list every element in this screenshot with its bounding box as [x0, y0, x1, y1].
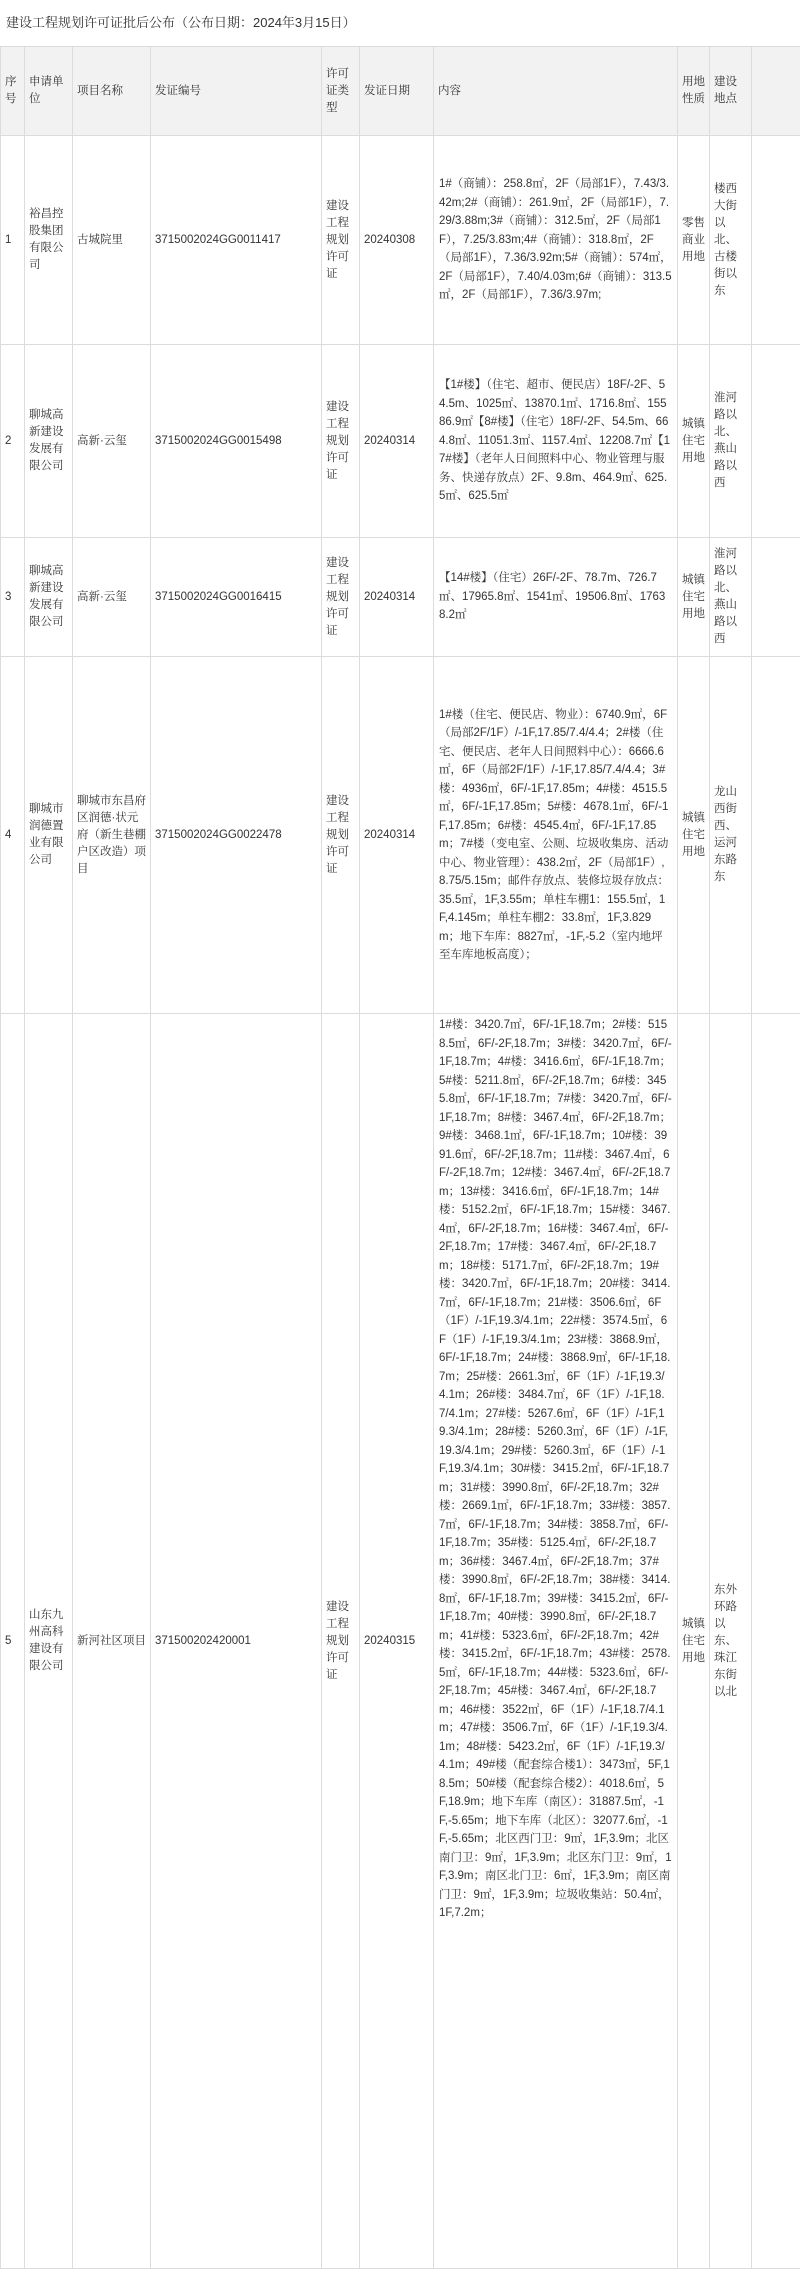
cell-location: 楼西大街以北、古楼街以东 — [710, 136, 752, 345]
cell-content: 1#楼（住宅、便民店、物业）：6740.9㎡，6F（局部2F/1F）/-1F,17.85/7.4/4.4；2#楼（住宅、便民店、老年人日间照料中心）：6666.6㎡，6F（局部2F/1F）/-1F,17.85/7.4/4.4；3#楼：4936㎡，6F/-1F,17.85m；4#楼：4515.5㎡，6F/-1F,17.85m；5#楼：4678.1㎡，6F/-1F,17.85m；6#楼：4545.4㎡，6F/-1F,17.85m；7#楼（变电室、公厕、垃圾收集房、活动中心、物业管理）：438.2㎡，2F（局部1F）,8.75/5.15m；邮件存放点、装修垃圾存放点：35.5㎡，1F,3.55m；单柱车棚1：155.5㎡，1F,4.145m；单柱车棚2：33.8㎡，1F,3.829m；地下车库：8827㎡，-1F,-5.2（室内地坪至车库地板高度）； — [434, 657, 678, 1014]
table-row — [1, 657, 800, 1014]
cell-extra — [752, 538, 800, 657]
header-project: 项目名称 — [73, 47, 151, 136]
cell-seq: 1 — [1, 136, 25, 345]
cell-permit-type: 建设工程规划许可证 — [322, 1014, 360, 2269]
cell-applicant: 聊城市润德置业有限公司 — [25, 657, 73, 1014]
cell-project: 古城院里 — [73, 136, 151, 345]
cell-cert-no: 3715002024GG0011417 — [151, 136, 322, 345]
cell-content: 【14#楼】（住宅）26F/-2F、78.7m、726.7㎡、17965.8㎡、1541㎡、19506.8㎡、17638.2㎡ — [434, 538, 678, 657]
cell-issue-date: 20240314 — [360, 657, 434, 1014]
cell-content: 【1#楼】（住宅、超市、便民店）18F/-2F、54.5m、1025㎡、13870.1㎡、1716.8㎡、15586.9㎡【8#楼】（住宅）18F/-2F、54.5m、664.8㎡、11051.3㎡、1157.4㎡、12208.7㎡【17#楼】（老年人日间照料中心、物业管理与服务、快递存放点）2F、9.8m、464.9㎡、625.5㎡、625.5㎡ — [434, 345, 678, 538]
cell-cert-no: 3715002024GG0016415 — [151, 538, 322, 657]
table-row — [1, 136, 800, 345]
cell-seq: 4 — [1, 657, 25, 1014]
cell-seq: 3 — [1, 538, 25, 657]
cell-cert-no: 3715002024GG0022478 — [151, 657, 322, 1014]
header-content: 内容 — [434, 47, 678, 136]
cell-location: 龙山西街西、运河东路东 — [710, 657, 752, 1014]
cell-project: 聊城市东昌府区润德·状元府（新生巷棚户区改造）项目 — [73, 657, 151, 1014]
cell-project: 高新·云玺 — [73, 538, 151, 657]
header-seq: 序号 — [1, 47, 25, 136]
header-cert-no: 发证编号 — [151, 47, 322, 136]
cell-cert-no: 3715002024GG0015498 — [151, 345, 322, 538]
table-row — [1, 1014, 800, 2269]
cell-permit-type: 建设工程规划许可证 — [322, 136, 360, 345]
cell-extra — [752, 345, 800, 538]
cell-permit-type: 建设工程规划许可证 — [322, 345, 360, 538]
table-row — [1, 538, 800, 657]
header-extra — [752, 47, 800, 136]
cell-applicant: 裕昌控股集团有限公司 — [25, 136, 73, 345]
cell-extra — [752, 136, 800, 345]
header-applicant: 申请单位 — [25, 47, 73, 136]
cell-cert-no: 371500202420001 — [151, 1014, 322, 2269]
cell-applicant: 山东九州高科建设有限公司 — [25, 1014, 73, 2269]
header-issue-date: 发证日期 — [360, 47, 434, 136]
cell-seq: 5 — [1, 1014, 25, 2269]
cell-location: 东外环路以东、珠江东街以北 — [710, 1014, 752, 2269]
cell-location: 淮河路以北、燕山路以西 — [710, 538, 752, 657]
cell-issue-date: 20240314 — [360, 345, 434, 538]
cell-project: 高新·云玺 — [73, 345, 151, 538]
header-permit-type: 许可证类型 — [322, 47, 360, 136]
header-row — [1, 47, 800, 136]
cell-location: 淮河路以北、燕山路以西 — [710, 345, 752, 538]
cell-issue-date: 20240315 — [360, 1014, 434, 2269]
cell-permit-type: 建设工程规划许可证 — [322, 657, 360, 1014]
cell-land-use: 城镇住宅用地 — [678, 345, 710, 538]
cell-land-use: 城镇住宅用地 — [678, 538, 710, 657]
cell-issue-date: 20240308 — [360, 136, 434, 345]
cell-permit-type: 建设工程规划许可证 — [322, 538, 360, 657]
table-row — [1, 345, 800, 538]
cell-land-use: 零售商业用地 — [678, 136, 710, 345]
cell-applicant: 聊城高新建设发展有限公司 — [25, 538, 73, 657]
cell-applicant: 聊城高新建设发展有限公司 — [25, 345, 73, 538]
cell-content: 1#（商铺）：258.8㎡，2F（局部1F），7.43/3.42m;2#（商铺）：261.9㎡，2F（局部1F），7.29/3.88m;3#（商铺）：312.5㎡，2F（局部1F），7.25/3.83m;4#（商铺）：318.8㎡，2F（局部1F），7.36/3.92m;5#（商铺）：574㎡，2F（局部1F），7.40/4.03m;6#（商铺）：313.5㎡，2F（局部1F），7.36/3.97m; — [434, 136, 678, 345]
cell-extra — [752, 1014, 800, 2269]
cell-extra — [752, 657, 800, 1014]
header-land-use: 用地性质 — [678, 47, 710, 136]
cell-land-use: 城镇住宅用地 — [678, 1014, 710, 2269]
cell-seq: 2 — [1, 345, 25, 538]
cell-project: 新河社区项目 — [73, 1014, 151, 2269]
cell-content: 1#楼：3420.7㎡，6F/-1F,18.7m；2#楼：5158.5㎡，6F/-2F,18.7m；3#楼：3420.7㎡，6F/-1F,18.7m；4#楼：3416.6㎡，6F/-1F,18.7m；5#楼：5211.8㎡，6F/-2F,18.7m；6#楼：3455.8㎡，6F/-1F,18.7m；7#楼：3420.7㎡，6F/-1F,18.7m；8#楼：3467.4㎡，6F/-2F,18.7m；9#楼：3468.1㎡，6F/-1F,18.7m；10#楼：3991.6㎡，6F/-2F,18.7m；11#楼：3467.4㎡，6F/-2F,18.7m；12#楼：3467.4㎡，6F/-2F,18.7m；13#楼：3416.6㎡，6F/-1F,18.7m；14#楼：5152.2㎡，6F/-1F,18.7m；15#楼：3467.4㎡，6F/-2F,18.7m；16#楼：3467.4㎡，6F/-2F,18.7m；17#楼：3467.4㎡，6F/-2F,18.7m；18#楼：5171.7㎡，6F/-2F,18.7m；19#楼：3420.7㎡，6F/-1F,18.7m；20#楼：3414.7㎡，6F/-1F,18.7m；21#楼：3506.6㎡，6F（1F）/-1F,19.3/4.1m；22#楼：3574.5㎡，6F（1F）/-1F,19.3/4.1m；23#楼：3868.9㎡，6F/-1F,18.7m；24#楼：3868.9㎡，6F/-1F,18.7m；25#楼：2661.3㎡，6F（1F）/-1F,19.3/4.1m；26#楼：3484.7㎡，6F（1F）/-1F,18.7/4.1m；27#楼：5267.6㎡，6F（1F）/-1F,19.3/4.1m；28#楼：5260.3㎡，6F（1F）/-1F,19.3/4.1m；29#楼：5260.3㎡，6F（1F）/-1F,19.3/4.1m；30#楼：3415.2㎡，6F/-1F,18.7m；31#楼：3990.8㎡，6F/-2F,18.7m；32#楼：2669.1㎡，6F/-1F,18.7m；33#楼：3857.7㎡，6F/-1F,18.7m；34#楼：3858.7㎡，6F/-1F,18.7m；35#楼：5125.4㎡，6F/-2F,18.7m；36#楼：3467.4㎡，6F/-2F,18.7m；37#楼：3990.8㎡，6F/-2F,18.7m；38#楼：3414.8㎡，6F/-1F,18.7m；39#楼：3415.2㎡，6F/-1F,18.7m；40#楼：3990.8㎡，6F/-2F,18.7m；41#楼：5323.6㎡，6F/-2F,18.7m；42#楼：3415.2㎡，6F/-1F,18.7m；43#楼：2578.5㎡，6F/-1F,18.7m；44#楼：5323.6㎡，6F/-2F,18.7m；45#楼：3467.4㎡，6F/-2F,18.7m；46#楼：3522㎡，6F（1F）/-1F,18.7/4.1m；47#楼：3506.7㎡，6F（1F）/-1F,19.3/4.1m；48#楼：5423.2㎡，6F（1F）/-1F,19.3/4.1m；49#楼（配套综合楼1）：3473㎡，5F,18.5m；50#楼（配套综合楼2）：4018.6㎡，5F,18.9m；地下车库（南区）：31887.5㎡，-1F,-5.65m；地下车库（北区）：32077.6㎡，-1F,-5.65m；北区西门卫：9㎡，1F,3.9m；北区南门卫：9㎡，1F,3.9m；北区东门卫：9㎡，1F,3.9m；南区北门卫：6㎡，1F,3.9m；南区南门卫：9㎡，1F,3.9m；垃圾收集站：50.4㎡，1F,7.2m； — [434, 1014, 678, 2269]
permit-table — [0, 46, 800, 2269]
page-title: 建设工程规划许可证批后公布（公布日期：2024年3月15日） — [0, 0, 800, 46]
cell-issue-date: 20240314 — [360, 538, 434, 657]
cell-land-use: 城镇住宅用地 — [678, 657, 710, 1014]
header-location: 建设地点 — [710, 47, 752, 136]
